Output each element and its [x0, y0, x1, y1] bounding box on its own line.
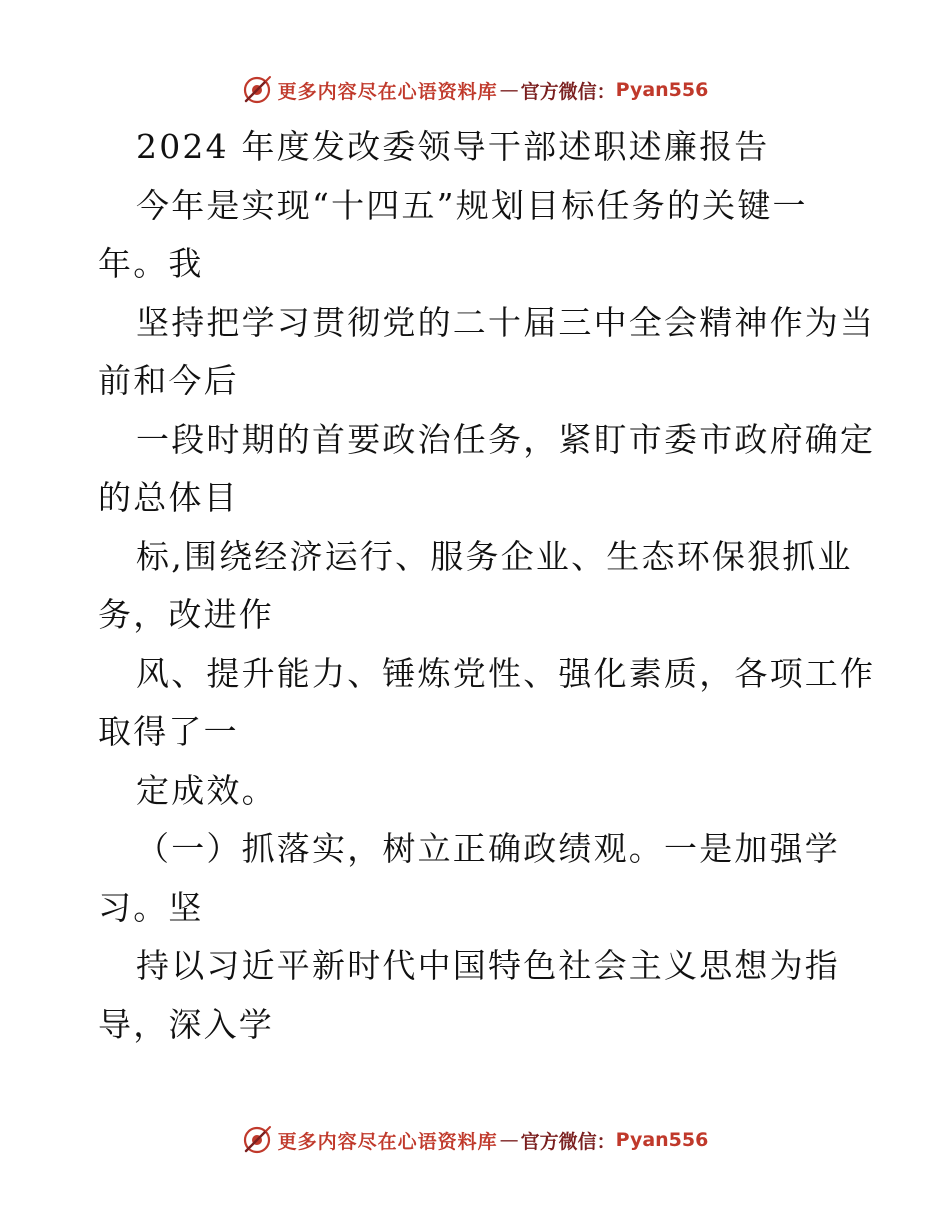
document-line: 导，深入学	[98, 1004, 274, 1044]
quill-logo-icon	[242, 75, 272, 105]
document-line: 前和今后	[98, 361, 239, 400]
footer-watermark	[0, 1120, 950, 1160]
watermark-brand-text: 更多内容尽在心语资料库	[277, 1130, 498, 1153]
document-line: 风、提升能力、锤炼党性、强化素质，各项工作	[136, 653, 876, 693]
document-line: 标,围绕经济运行、服务企业、生态环保狠抓业	[136, 536, 853, 576]
document-line: 持以习近平新时代中国特色社会主义思想为指	[136, 946, 840, 985]
document-line: 一段时期的首要政治任务，紧盯市委市政府确定	[136, 419, 876, 459]
document-line: 习。坚	[98, 887, 204, 927]
document-line: （一）抓落实，树立正确政绩观。一是加强学	[136, 829, 840, 868]
document-line: 定成效。	[136, 770, 277, 810]
watermark-separator: —	[499, 79, 519, 101]
watermark-wechat-label: 官方微信：	[520, 80, 616, 103]
document-line: 坚持把学习贯彻党的二十届三中全会精神作为当	[136, 302, 876, 342]
document-line: 取得了一	[98, 712, 239, 751]
document-line: 2024 年度发改委领导干部述职述廉报告	[136, 127, 770, 166]
document-line: 的总体目	[98, 478, 239, 517]
watermark-wechat-label: 官方微信：	[520, 1130, 616, 1153]
watermark-brand-text: 更多内容尽在心语资料库	[277, 80, 498, 103]
watermark-wechat-id: Pyan556	[615, 1129, 709, 1151]
watermark-wechat-id: Pyan556	[615, 79, 709, 101]
header-watermark	[0, 70, 950, 110]
document-line: 务，改进作	[98, 595, 274, 634]
document-line: 年。我	[98, 244, 204, 283]
document-body	[98, 118, 876, 1054]
watermark-separator: —	[499, 1129, 519, 1151]
quill-logo-icon	[242, 1125, 272, 1155]
document-line: 今年是实现“十四五”规划目标任务的关键一	[136, 185, 808, 225]
